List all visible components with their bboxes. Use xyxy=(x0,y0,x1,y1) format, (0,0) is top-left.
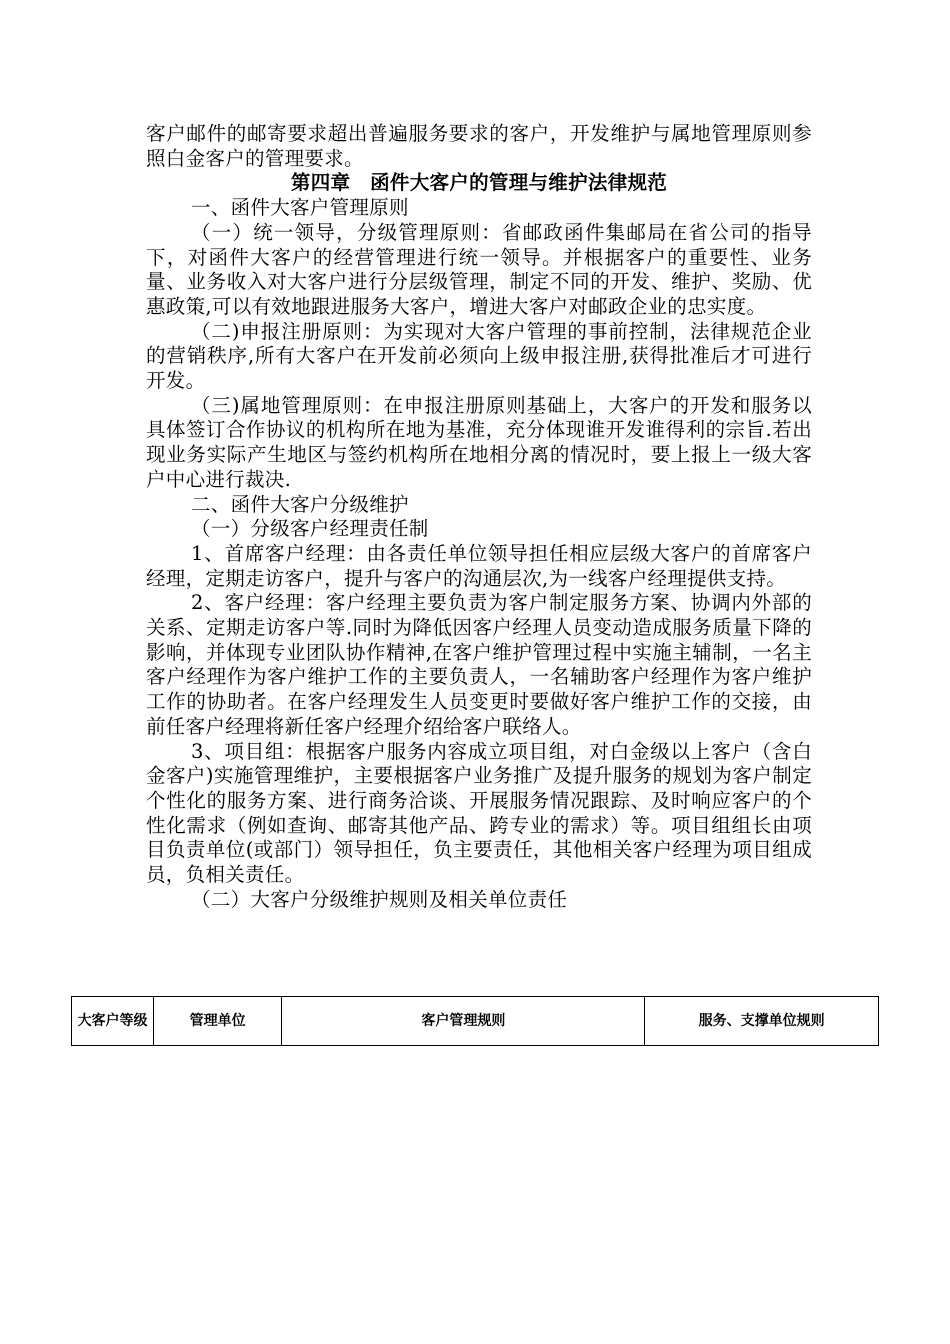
paragraph: 1、首席客户经理：由各责任单位领导担任相应层级大客户的首席客户经理，定期走访客户，提升与客户的沟通层次,为一线客户经理提供支持。 xyxy=(146,541,812,590)
paragraph: （三)属地管理原则：在申报注册原则基础上，大客户的开发和服务以具体签订合作协议的机构所在地为基准，充分体现谁开发谁得利的宗旨.若出现业务实际产生地区与签约机构所在地相分离的情况时，要上报上一级大客户中心进行裁决. xyxy=(146,393,812,491)
paragraph: 2、客户经理：客户经理主要负责为客户制定服务方案、协调内外部的关系、定期走访客户等.同时为降低因客户经理人员变动造成服务质量下降的影响，并体现专业团队协作精神,在客户维护管理过程中实施主辅制，一名主客户经理作为客户维护工作的主要负责人，一名辅助客户经理作为客户维护工作的协助者。在客户经理发生人员变更时要做好客户维护工作的交接，由前任客户经理将新任客户经理介绍给客户联络人。 xyxy=(146,591,812,738)
table-header-cell: 大客户等级 xyxy=(72,997,154,1046)
paragraph: （二)申报注册原则：为实现对大客户管理的事前控制，法律规范企业的营销秩序,所有大客户在开发前必须向上级申报注册,获得批准后才可进行开发。 xyxy=(146,319,812,393)
paragraph: （一）统一领导，分级管理原则：省邮政函件集邮局在省公司的指导下，对函件大客户的经营管理进行统一领导。并根据客户的重要性、业务量、业务收入对大客户进行分层级管理，制定不同的开发、维护、奖励、优惠政策,可以有效地跟进服务大客户，增进大客户对邮政企业的忠实度。 xyxy=(146,220,812,318)
subsection-heading: （二）大客户分级维护规则及相关单位责任 xyxy=(191,887,568,911)
table-header-cell: 客户管理规则 xyxy=(282,997,645,1046)
subsection-heading: （一）分级客户经理责任制 xyxy=(191,517,429,541)
grade-rules-table xyxy=(71,996,879,1046)
table-header-cell: 服务、支撑单位规则 xyxy=(645,997,879,1046)
paragraph-continuation: 客户邮件的邮寄要求超出普遍服务要求的客户，开发维护与属地管理原则参照白金客户的管理要求。 xyxy=(146,122,812,170)
table-header-row xyxy=(72,997,879,1046)
document-body xyxy=(146,122,812,913)
section-heading: 二、函件大客户分级维护 xyxy=(191,492,409,516)
paragraph: 3、项目组：根据客户服务内容成立项目组，对白金级以上客户（含白金客户)实施管理维护，主要根据客户业务推广及提升服务的规划为客户制定个性化的服务方案、进行商务洽谈、开展服务情况跟踪、及时响应客户的个性化需求（例如查询、邮寄其他产品、跨专业的需求）等。项目组组长由项目负责单位(或部门）领导担任，负主要责任，其他相关客户经理为项目组成员，负相关责任。 xyxy=(146,739,812,887)
chapter-title: 第四章 函件大客户的管理与维护法律规范 xyxy=(290,171,668,195)
table-header-cell: 管理单位 xyxy=(153,997,281,1046)
section-heading: 一、函件大客户管理原则 xyxy=(191,196,409,220)
